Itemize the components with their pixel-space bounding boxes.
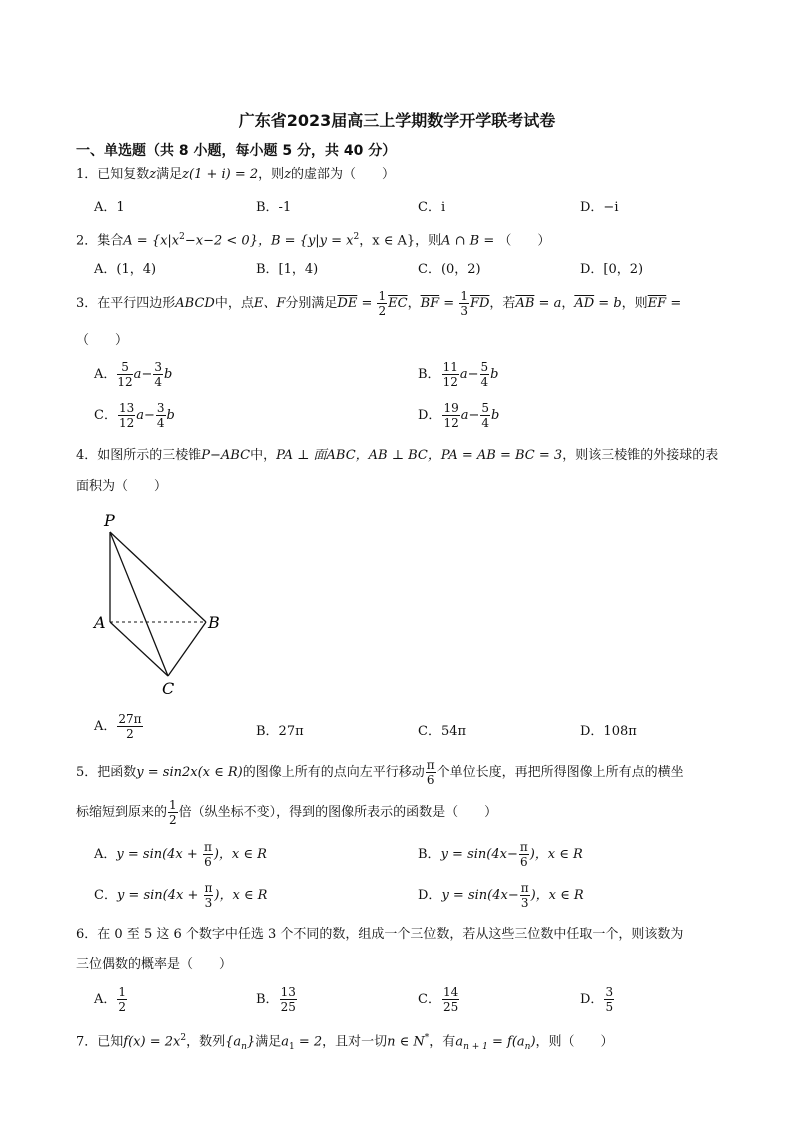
q2-option-d: D．[0，2)	[580, 262, 644, 277]
q2-option-c: C．(0，2)	[418, 262, 481, 277]
q2-option-a: A．(1，4)	[94, 262, 157, 277]
q1-option-d: D．−i	[580, 200, 619, 215]
q6-option-c: C． $\frac{14}{25}$	[418, 985, 459, 1014]
pyramid-diagram	[88, 510, 238, 700]
q4-option-a: A． $\frac{27\pi}{2}$	[94, 712, 142, 741]
q3-paren: （ ）	[76, 333, 129, 348]
q1-option-c: C．i	[418, 200, 446, 215]
label-A: A	[94, 613, 106, 632]
q4-option-d: D．108π	[580, 724, 637, 739]
edge-PC	[110, 532, 168, 676]
q1-option-b: B．-1	[256, 200, 292, 215]
q6-option-d: D． $\frac{3}{5}$	[580, 985, 614, 1014]
q6-option-a: A． $\frac{1}{2}$	[94, 985, 127, 1014]
edge-PB	[110, 532, 206, 622]
question-7: 7．已知$f(x) = 2x^2$，数列$\{a_n\}$满足$a_1 = 2$，且对一切n ∈ N*，有$a_{n + 1} = f(a_n)$，则（ ）	[76, 1033, 614, 1052]
q5-option-d: D．y = sin(4x− $\frac{\pi}{3}$ )，x ∈ R	[418, 881, 584, 910]
edge-AC	[110, 622, 168, 676]
q4-option-c: C．54π	[418, 724, 467, 739]
question-5-line2: 标缩短到原来的 $\frac{1}{2}$ 倍（纵坐标不变），得到的图像所表示的函数是（ ）	[76, 798, 498, 827]
section-heading: 一、单选题（共 8 小题，每小题 5 分，共 40 分）	[76, 143, 397, 159]
q4-option-b: B．27π	[256, 724, 304, 739]
label-P: P	[104, 511, 115, 530]
label-B: B	[208, 613, 220, 632]
question-2: 2．集合$A = \{x|x^2-x-2 < 0\}$，$B = \{y|y = x^2$，x ∈ A}，则A ∩ B = （ ）	[76, 232, 551, 249]
q1-option-a: A．1	[94, 200, 125, 215]
q5-option-b: B．y = sin(4x− $\frac{\pi}{6}$ )，x ∈ R	[418, 840, 583, 869]
q5-option-c: C．y = sin(4x + $\frac{\pi}{3}$ )，x ∈ R	[94, 881, 268, 910]
question-3: 3．在平行四边形ABCD中，点E、F分别满足$\overline{DE}$ = $\frac{1}{2}$ $\overline{EC}$，$\overline{BF}$ = $\frac{1}{3}$ $\overline{FD}$，若$\overline{AB} = a$，$\overline{AD} = b$，则$\overline{EF}$ =	[76, 289, 682, 318]
q3-option-d: D． $\frac{19}{12}$ a− $\frac{5}{4}$ b	[418, 401, 500, 430]
question-4-line2: 面积为（ ）	[76, 479, 168, 494]
question-4: 4．如图所示的三棱锥P−ABC中，PA ⊥ 面ABC，AB ⊥ BC，PA = AB = BC = 3，则该三棱锥的外接球的表	[76, 448, 719, 463]
label-C: C	[162, 679, 175, 698]
q3-option-b: B． $\frac{11}{12}$ a− $\frac{5}{4}$ b	[418, 360, 499, 389]
q2-option-b: B．[1，4)	[256, 262, 319, 277]
question-1: 1．已知复数z满足z(1 + i) = 2，则z的虚部为（ ）	[76, 167, 396, 182]
q3-option-c: C． $\frac{13}{12}$ a− $\frac{3}{4}$ b	[94, 401, 175, 430]
question-6-line2: 三位偶数的概率是（ ）	[76, 957, 233, 972]
q5-option-a: A．y = sin(4x + $\frac{\pi}{6}$ )，x ∈ R	[94, 840, 267, 869]
question-5: 5．把函数y = sin2x(x ∈ R)的图像上所有的点向左平行移动 $\frac{\pi}{6}$ 个单位长度，再把所得图像上所有点的横坐	[76, 758, 684, 787]
q6-option-b: B． $\frac{13}{25}$	[256, 985, 296, 1014]
question-6: 6．在 0 至 5 这 6 个数字中任选 3 个不同的数，组成一个三位数，若从这些三位数中任取一个，则该数为	[76, 927, 684, 942]
edge-BC	[168, 622, 206, 676]
q3-option-a: A． $\frac{5}{12}$ a− $\frac{3}{4}$ b	[94, 360, 173, 389]
page-title: 广东省2023届高三上学期数学开学联考试卷	[238, 111, 556, 130]
